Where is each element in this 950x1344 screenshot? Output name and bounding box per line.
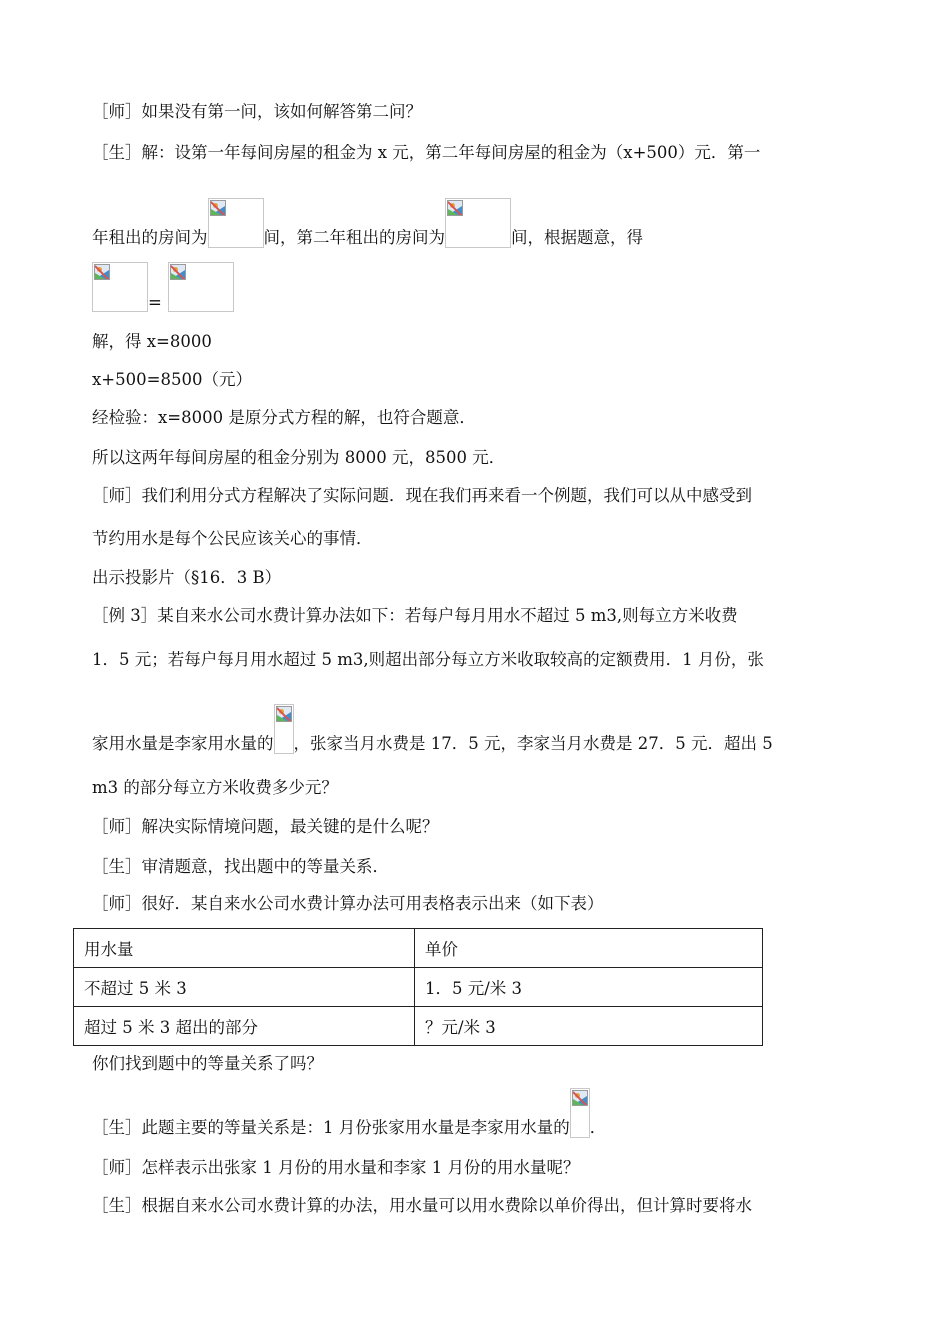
ratio-image-2 [570,1088,590,1138]
table-cell: 单价 [415,929,763,968]
table-cell: 超过 5 米 3 超出的部分 [74,1007,415,1046]
student-line-3: ［生］此题主要的等量关系是：1 月份张家用水量是李家用水量的 ． [92,1088,606,1138]
ratio-image-1 [274,704,294,754]
fraction-image-2 [445,198,511,248]
check-line: 经检验：x=8000 是原分式方程的解，也符合题意． [92,408,476,427]
student-line-2: ［生］审清题意，找出题中的等量关系． [92,857,389,876]
equation-left-image [92,262,148,312]
broken-image-icon [447,200,463,216]
solution-line: 解，得 x=8000 [92,332,212,351]
broken-image-icon [572,1090,588,1106]
conclusion-line: 所以这两年每间房屋的租金分别为 8000 元，8500 元． [92,448,506,467]
broken-image-icon [276,706,292,722]
teacher-line-5: ［师］怎样表示出张家 1 月份的用水量和李家 1 月份的用水量呢？ [92,1158,580,1177]
table-row [74,1007,763,1046]
broken-image-icon [210,200,226,216]
teacher-line-2: ［师］我们利用分式方程解决了实际问题．现在我们再来看一个例题，我们可以从中感受到 [92,486,752,505]
water-fee-table [73,928,763,1046]
rooms-line: 年租出的房间为 间，第二年租出的房间为 间，根据题意，得 [92,198,643,248]
example-line-3: 家用水量是李家用水量的 ，张家当月水费是 17．5 元，李家当月水费是 27．5 元．超出 5 [92,704,773,754]
student-line-4: ［生］根据自来水公司水费计算的办法，用水量可以用水费除以单价得出，但计算时要将水 [92,1196,752,1215]
table-cell: 1．5 元/米 3 [415,968,763,1007]
question-line: 你们找到题中的等量关系了吗？ [92,1054,323,1073]
slide-line: 出示投影片（§16．3 B） [92,568,282,587]
teacher-line-4: ［师］很好．某自来水公司水费计算办法可用表格表示出来（如下表） [92,894,604,913]
teacher-line-3: ［师］解决实际情境问题，最关键的是什么呢？ [92,817,439,836]
example-line-1: ［例 3］某自来水公司水费计算办法如下：若每户每月用水不超过 5 m3,则每立方米收费 [92,606,738,625]
equation-right-image [168,262,234,312]
table-cell: 不超过 5 米 3 [74,968,415,1007]
student-line-1: ［生］解：设第一年每间房屋的租金为 x 元，第二年每间房屋的租金为（x+500）元．第一 [92,143,761,162]
table-cell: 用水量 [74,929,415,968]
table-row [74,968,763,1007]
teacher-line-1: ［师］如果没有第一问，该如何解答第二问？ [92,102,422,121]
table-row [74,929,763,968]
example-line-4: m3 的部分每立方米收费多少元？ [92,778,338,797]
broken-image-icon [94,264,110,280]
fraction-image-1 [208,198,264,248]
table-cell: ？元/米 3 [415,1007,763,1046]
broken-image-icon [170,264,186,280]
teacher-line-2-cont: 节约用水是每个公民应该关心的事情． [92,529,373,548]
example-line-2: 1．5 元；若每户每月用水超过 5 m3,则超出部分每立方米收取较高的定额费用．1 月份，张 [92,650,764,669]
equation-line: = [92,262,234,312]
result-line: x+500=8500（元） [92,370,252,389]
